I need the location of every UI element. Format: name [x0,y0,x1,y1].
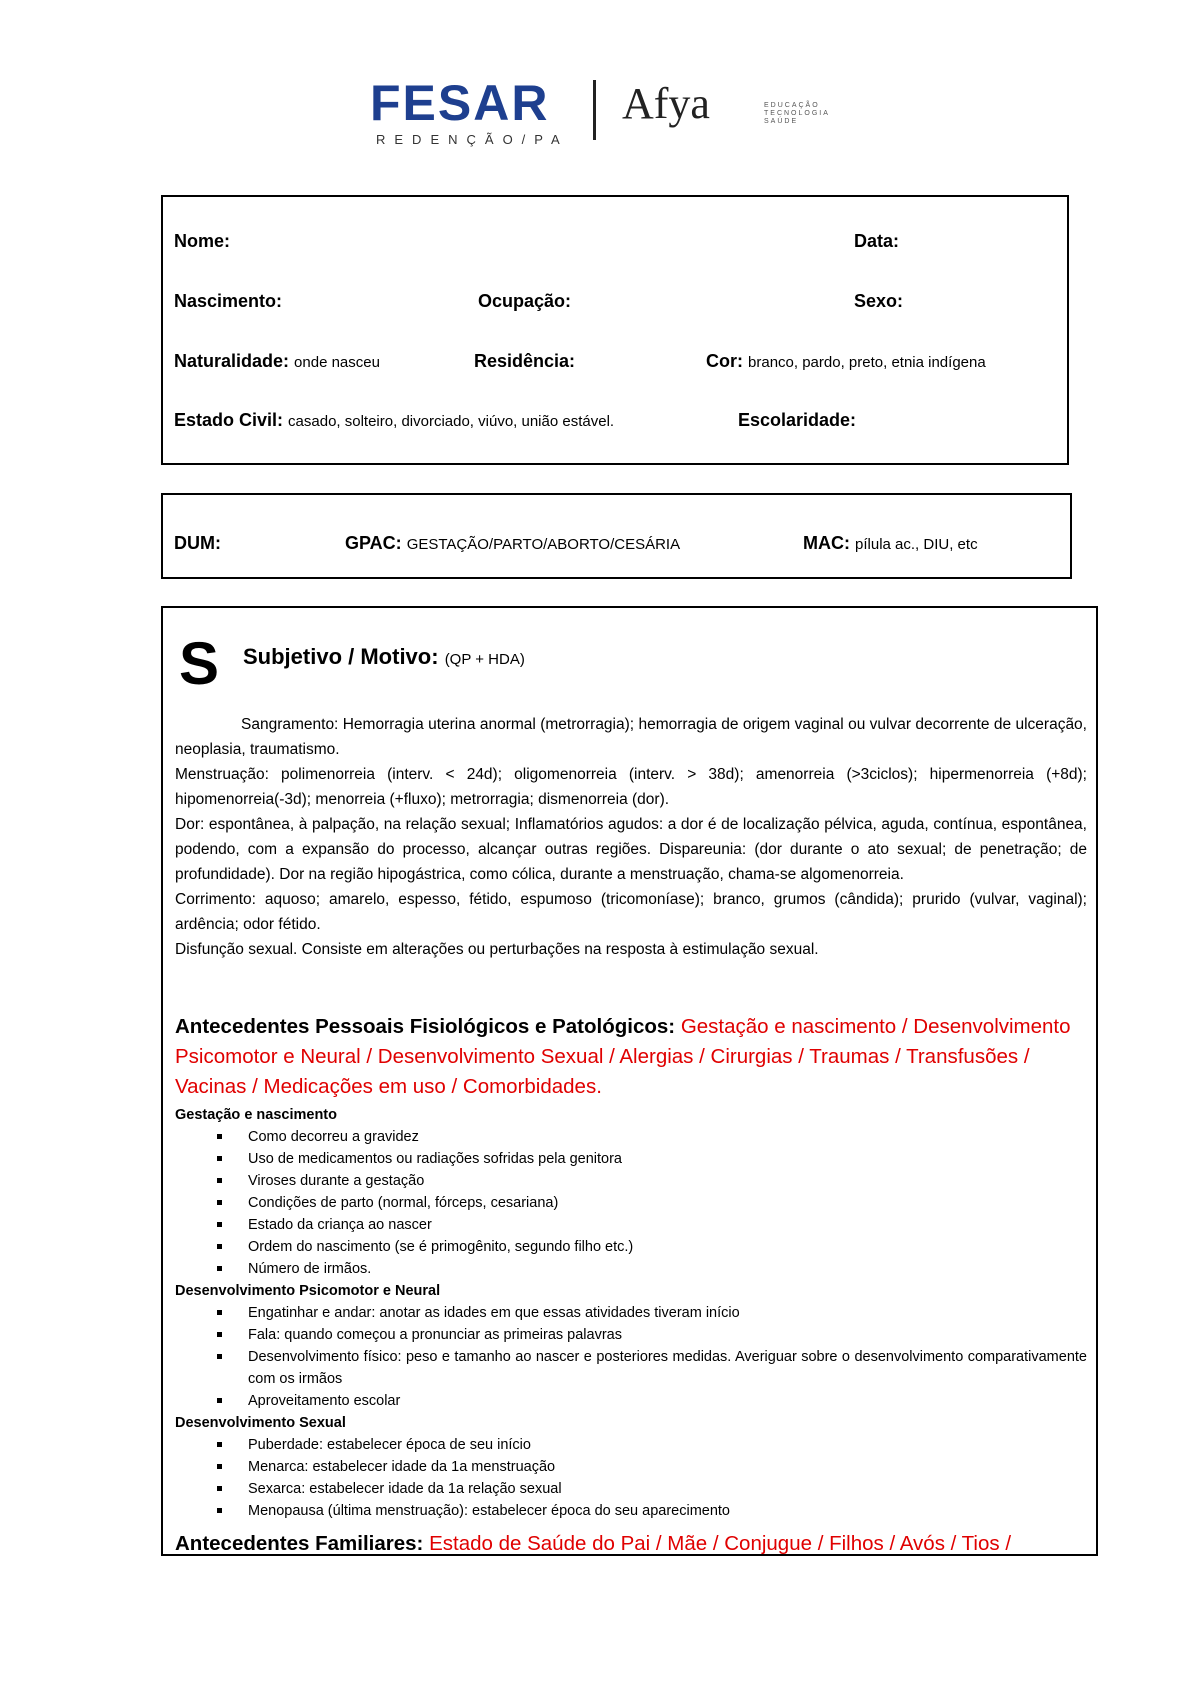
list-item: Aproveitamento escolar [248,1390,1087,1412]
list-item: Sexarca: estabelecer idade da 1a relação sexual [248,1478,1087,1500]
list-item: Menopausa (última menstruação): estabelecer época do seu aparecimento [248,1500,1087,1522]
section-psicomotor [175,1280,1087,1412]
mac-label: MAC: [803,533,850,553]
cor-hint: branco, pardo, preto, etnia indígena [748,354,986,371]
fesar-logo-word: FESAR [370,75,550,131]
paragraph-menstruacao: Menstruação: polimenorreia (interv. < 24d); oligomenorreia (interv. > 38d); amenorreia (>3ciclos); hipermenorreia (+8d); hipomenorreia(-3d); menorreia (+fluxo); metrorragia; dismenorreia (dor). [175,766,1087,808]
paragraph-sangramento: Sangramento: Hemorragia uterina anormal (metrorragia); hemorragia de origem vaginal ou vulvar decorrente de ulceração, neoplasia, traumatismo. [175,716,1087,758]
fesar-logo [370,75,569,147]
subjective-title [243,644,525,670]
header-logos [0,75,1200,147]
section-list [175,1126,1087,1280]
field-gpac[interactable] [345,533,680,554]
logo-divider [593,80,596,140]
family-history-items: Estado de Saúde do Pai / Mãe / Conjugue / Filhos / Avós / Tios / [429,1532,1012,1555]
gpac-hint: GESTAÇÃO/PARTO/ABORTO/CESÁRIA [406,536,681,553]
paragraph-corrimento: Corrimento: aquoso; amarelo, espesso, fétido, espumoso (tricomoníase); branco, grumos (cândida); prurido (vulvar, vaginal); ardência; odor fétido. [175,891,1087,933]
list-item: Estado da criança ao nascer [248,1214,1087,1236]
naturalidade-label: Naturalidade: [174,351,290,371]
section-title: Desenvolvimento Psicomotor e Neural [175,1283,441,1299]
field-ocupacao[interactable] [478,291,571,312]
list-item: Menarca: estabelecer idade da 1a menstruação [248,1456,1087,1478]
section-list [175,1434,1087,1522]
escolaridade-label: Escolaridade: [738,410,857,430]
naturalidade-hint: onde nasceu [294,354,380,371]
list-item: Ordem do nascimento (se é primogênito, segundo filho etc.) [248,1236,1087,1258]
field-nome[interactable] [174,231,230,252]
afya-tag-line: EDUCAÇÃO [764,102,820,109]
subjective-paragraphs [175,712,1087,962]
field-sexo[interactable] [854,291,903,312]
afya-logo [622,79,830,128]
section-title: Desenvolvimento Sexual [175,1415,346,1431]
afya-logo-tagline [764,102,854,126]
fesar-logo-subtitle: REDENÇÃO/PA [376,132,569,147]
list-item: Uso de medicamentos ou radiações sofridas pela genitora [248,1148,1087,1170]
field-dum[interactable] [174,533,221,554]
field-naturalidade[interactable] [174,351,380,372]
afya-tag-line: SAÚDE [764,118,799,125]
afya-logo-word: Afya [622,79,710,128]
field-data[interactable] [854,231,899,252]
personal-history-items: Gestação e nascimento / Desenvolvimento Psicomotor e Neural / Desenvolvimento Sexual / Alergias / Cirurgias / Traumas / Transfusões / Vacinas / Medicações em uso / Comorbidades. [175,1015,1071,1098]
personal-history-label: Antecedentes Pessoais Fisiológicos e Patológicos: [175,1015,676,1038]
paragraph-disfuncao: Disfunção sexual. Consiste em alterações ou perturbações na resposta à estimulação sexual. [175,941,819,958]
sexo-label: Sexo: [854,291,904,311]
mac-hint: pílula ac., DIU, etc [855,536,978,553]
dum-label: DUM: [174,533,221,553]
field-estado-civil[interactable] [174,410,614,431]
list-item: Fala: quando começou a pronunciar as primeiras palavras [248,1324,1087,1346]
residencia-label: Residência: [474,351,576,371]
subjective-box [161,606,1098,1556]
nascimento-label: Nascimento: [174,291,283,311]
gpac-label: GPAC: [345,533,402,553]
estado-civil-label: Estado Civil: [174,410,284,430]
list-item: Engatinhar e andar: anotar as idades em que essas atividades tiveram início [248,1302,1087,1324]
family-history-heading [175,1532,1011,1556]
subjective-title-sub: (QP + HDA) [444,651,525,668]
identification-box [161,195,1069,465]
list-item: Puberdade: estabelecer época de seu início [248,1434,1087,1456]
nome-label: Nome: [174,231,231,251]
gyn-summary-box [161,493,1072,579]
section-title: Gestação e nascimento [175,1107,337,1123]
soap-letter: S [179,630,220,697]
estado-civil-hint: casado, solteiro, divorciado, viúvo, união estável. [288,413,615,430]
section-list [175,1302,1087,1412]
field-cor[interactable] [706,351,986,372]
family-history-label: Antecedentes Familiares: [175,1532,424,1555]
section-gestacao [175,1104,1087,1280]
section-sexual [175,1412,1087,1522]
personal-history-heading [175,1012,1087,1102]
list-item: Número de irmãos. [248,1258,1087,1280]
paragraph-dor: Dor: espontânea, à palpação, na relação sexual; Inflamatórios agudos: a dor é de localização pélvica, aguda, contínua, espontânea, podendo, com a expansão do processo, alcançar outras regiões. Dispareunia: (dor durante o ato sexual; de penetração; de profundidade). Dor na região hipogástrica, como cólica, durante a menstruação, chama-se algomenorreia. [175,816,1087,883]
cor-label: Cor: [706,351,743,371]
field-escolaridade[interactable] [738,410,856,431]
list-item: Viroses durante a gestação [248,1170,1087,1192]
list-item: Como decorreu a gravidez [248,1126,1087,1148]
ocupacao-label: Ocupação: [478,291,572,311]
field-residencia[interactable] [474,351,575,372]
list-item: Desenvolvimento físico: peso e tamanho ao nascer e posteriores medidas. Averiguar sobre o desenvolvimento comparativamente com os irmãos [248,1346,1087,1390]
list-item: Condições de parto (normal, fórceps, cesariana) [248,1192,1087,1214]
afya-tag-line: TECNOLOGIA [764,110,830,117]
field-mac[interactable] [803,533,978,554]
subjective-title-text: Subjetivo / Motivo: [243,644,439,669]
data-label: Data: [854,231,900,251]
field-nascimento[interactable] [174,291,282,312]
